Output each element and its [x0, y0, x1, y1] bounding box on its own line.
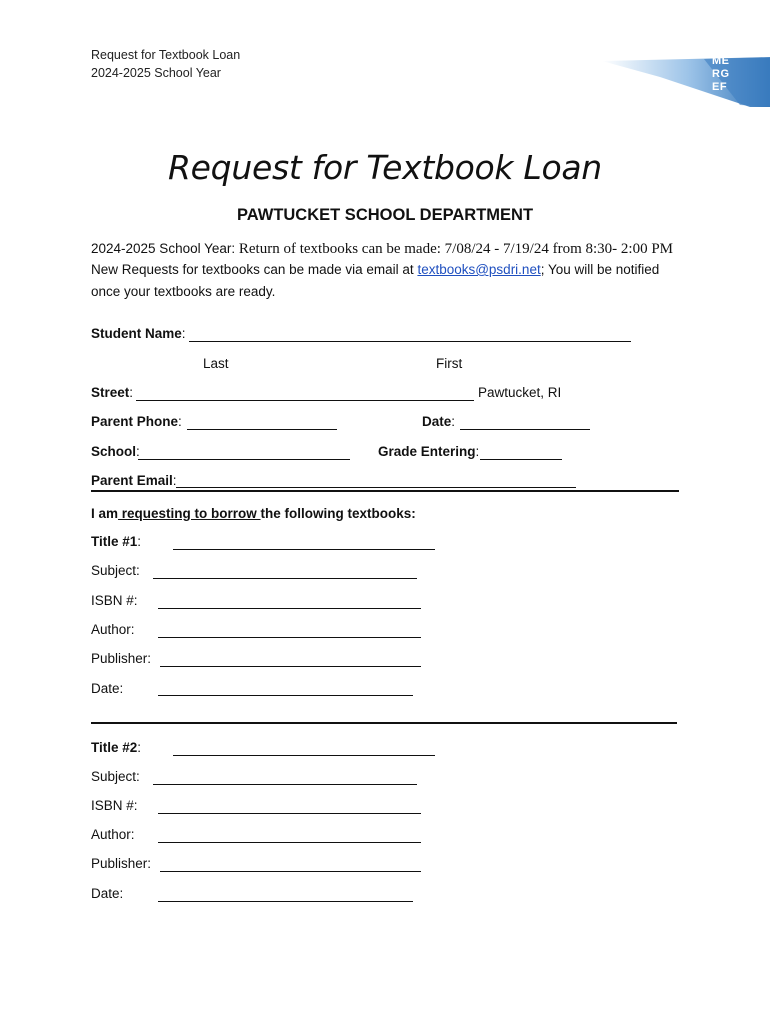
- date-2-label: Date:: [91, 886, 124, 901]
- publisher-1-label: Publisher:: [91, 651, 152, 666]
- header-doc-title: Request for Textbook Loan: [91, 48, 241, 62]
- date-label: Date:: [422, 414, 456, 429]
- intro-return-text: Return of textbooks can be made: 7/08/24 - 7/19/24 from 8:30- 2:00 PM: [238, 241, 673, 257]
- subject-2-field[interactable]: [153, 784, 417, 785]
- logo-text-2: RG: [712, 68, 730, 80]
- school-field[interactable]: [138, 459, 350, 460]
- student-name-label: Student Name:: [91, 326, 186, 341]
- title-2-field[interactable]: [173, 755, 435, 756]
- date-1-field[interactable]: [158, 695, 413, 696]
- subject-1-label: Subject:: [91, 563, 140, 578]
- date-2-field[interactable]: [158, 901, 413, 902]
- intro-year-label: 2024-2025 School Year:: [91, 241, 236, 256]
- intro-line-2: [91, 259, 659, 281]
- parent-email-label: Parent Email:: [91, 473, 177, 488]
- author-2-label: Author:: [91, 827, 135, 842]
- intro-line-1: [91, 238, 673, 260]
- title-1-label: Title #1:: [91, 534, 142, 549]
- author-1-label: Author:: [91, 622, 135, 637]
- title-2-label: Title #2:: [91, 740, 142, 755]
- logo-text-3: EF: [712, 81, 728, 93]
- last-name-caption: Last: [203, 356, 229, 371]
- logo-text-1: ME: [712, 55, 730, 67]
- intro-requests-text: New Requests for textbooks can be made via email at: [91, 262, 414, 277]
- street-field[interactable]: [136, 400, 474, 401]
- request-statement: I am requesting to borrow the following textbooks:: [91, 506, 416, 521]
- intro-line-3: once your textbooks are ready.: [91, 284, 276, 299]
- department-name: PAWTUCKET SCHOOL DEPARTMENT: [236, 206, 534, 224]
- publisher-1-field[interactable]: [160, 666, 421, 667]
- publisher-2-label: Publisher:: [91, 856, 152, 871]
- subject-1-field[interactable]: [153, 578, 417, 579]
- section-divider-2: [91, 722, 677, 724]
- city-text: Pawtucket, RI: [478, 385, 562, 400]
- header-school-year: 2024-2025 School Year: [91, 66, 221, 80]
- isbn-2-label: ISBN #:: [91, 798, 138, 813]
- parent-phone-field[interactable]: [187, 429, 337, 430]
- title-1-field[interactable]: [173, 549, 435, 550]
- section-divider-1: [91, 490, 679, 492]
- parent-email-field[interactable]: [176, 487, 576, 488]
- district-logo: [600, 55, 770, 107]
- grade-entering-label: Grade Entering:: [378, 444, 480, 459]
- date-1-label: Date:: [91, 681, 124, 696]
- isbn-2-field[interactable]: [158, 813, 421, 814]
- page-title: Request for Textbook Loan: [168, 148, 602, 187]
- first-name-caption: First: [436, 356, 463, 371]
- publisher-2-field[interactable]: [160, 871, 421, 872]
- subject-2-label: Subject:: [91, 769, 140, 784]
- email-link[interactable]: textbooks@psdri.net: [417, 262, 541, 277]
- author-2-field[interactable]: [158, 842, 421, 843]
- isbn-1-field[interactable]: [158, 608, 421, 609]
- grade-entering-field[interactable]: [480, 459, 562, 460]
- parent-phone-label: Parent Phone:: [91, 414, 182, 429]
- school-label: School:: [91, 444, 140, 459]
- isbn-1-label: ISBN #:: [91, 593, 138, 608]
- street-label: Street:: [91, 385, 134, 400]
- student-name-field[interactable]: [189, 341, 631, 342]
- author-1-field[interactable]: [158, 637, 421, 638]
- intro-notify-text: ; You will be notified: [540, 262, 660, 277]
- date-field[interactable]: [460, 429, 590, 430]
